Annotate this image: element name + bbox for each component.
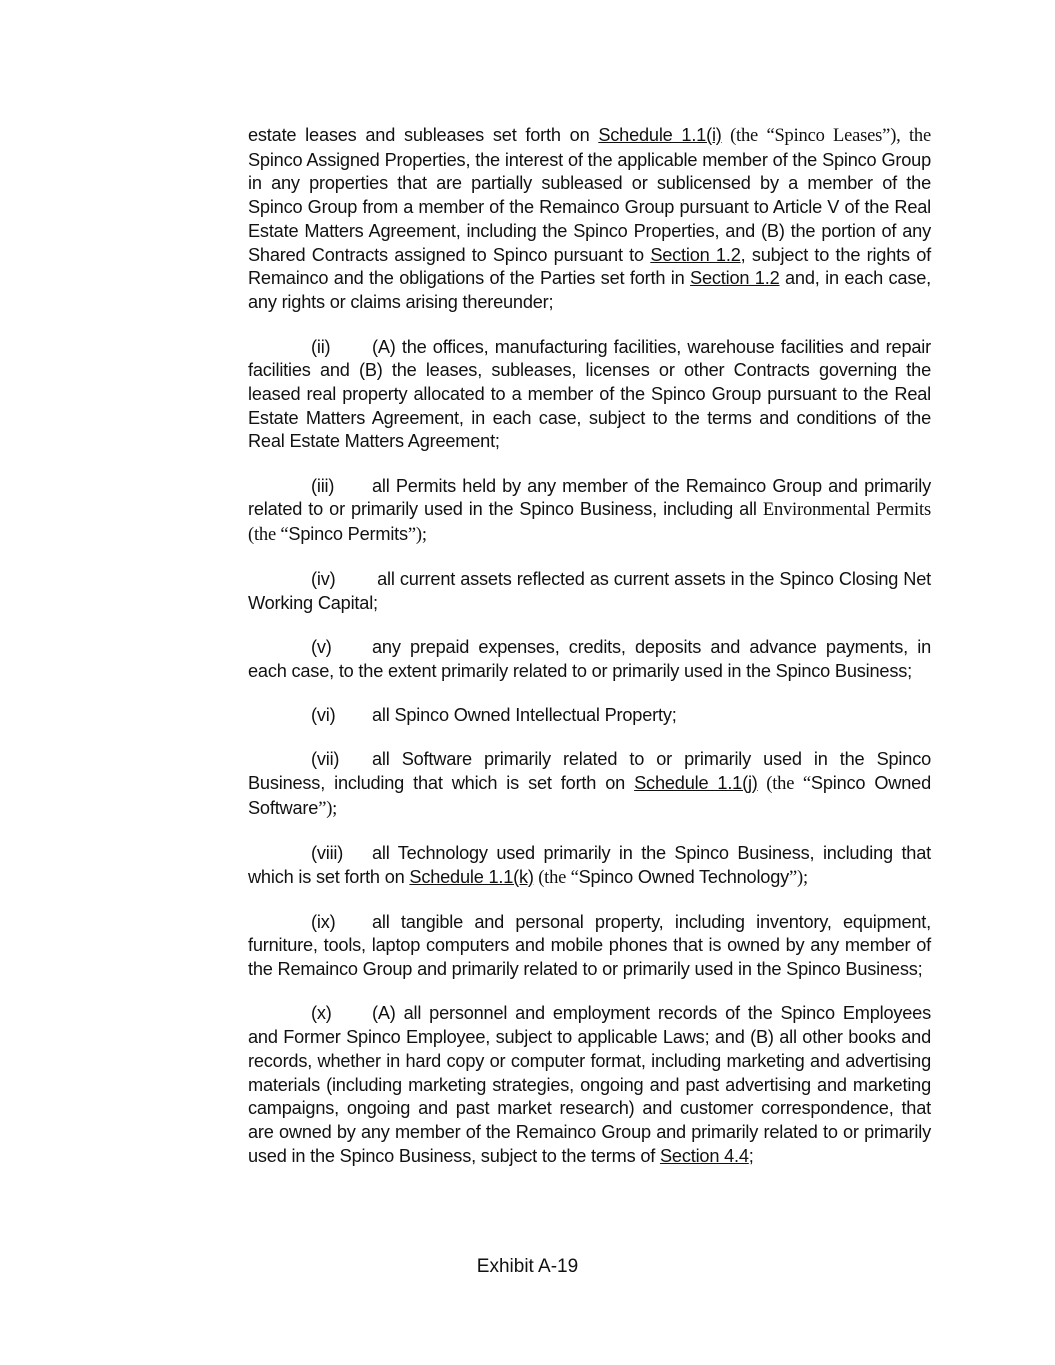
defined-term: Spinco Owned Software bbox=[248, 772, 931, 818]
item-number: (iii) bbox=[311, 475, 335, 496]
schedule-reference: Schedule 1.1(j) bbox=[634, 772, 758, 793]
item-text: (A) all personnel and employment records of the Spinco Employees and Former Spinco Employee, subject to applicable Laws; and (B) all other books and records, whether in hard copy or computer format, including marketing and advertising materials (including marketing strategies, ongoing and past advertising and marketing campaigns, ongoing and past market research) and customer correspondence, that are owned by any member of the Remainco Group and primarily related to or primarily used in the Spinco Business, subject to the terms of bbox=[248, 1003, 931, 1166]
item-text: ”); bbox=[407, 525, 427, 546]
item-number: (ix) bbox=[311, 911, 336, 932]
defined-term: Spinco Permits bbox=[288, 524, 408, 545]
item-text: (the “ bbox=[757, 773, 811, 794]
page-footer: Exhibit A-19 bbox=[476, 1256, 579, 1277]
item-text: ; bbox=[748, 1145, 754, 1166]
list-item-iii bbox=[248, 475, 931, 548]
defined-term: Spinco Owned Technology bbox=[578, 866, 790, 887]
text: , subject to the rights of Remainco and the obligations of the Parties set forth in bbox=[248, 244, 931, 289]
list-item-viii bbox=[248, 842, 931, 890]
schedule-reference: Schedule 1.1(k) bbox=[409, 866, 534, 887]
item-text: (A) the offices, manufacturing facilities, warehouse facilities and repair facilities and (B) the leases, subleases, licenses or other Contracts governing the leased real property allocated to a member of the Spinco Group pursuant to the Real Estate Matters Agreement, in each case, subject to the terms and conditions of the Real Estate Matters Agreement; bbox=[248, 336, 931, 452]
text: and, in each case, any rights or claims arising thereunder; bbox=[248, 268, 931, 312]
item-number: (v) bbox=[311, 637, 332, 658]
item-text: all tangible and personal property, including inventory, equipment, furniture, tools, laptop computers and mobile phones that is owned by any member of the Remainco Group and primarily related to or primarily used in the Spinco Business; bbox=[248, 911, 931, 980]
list-item-iv bbox=[248, 568, 931, 615]
item-number: (viii) bbox=[311, 842, 344, 863]
list-item-x bbox=[248, 1002, 931, 1168]
list-item-ix bbox=[248, 911, 931, 982]
item-number: (vi) bbox=[311, 705, 336, 726]
text: (the “Spinco Leases”), the bbox=[721, 126, 931, 146]
list-item-ii bbox=[248, 336, 931, 455]
item-number: (iv) bbox=[311, 569, 336, 590]
item-text: any prepaid expenses, credits, deposits and advance payments, in each case, to the extent primarily related to or primarily used in the Spinco Business; bbox=[248, 637, 931, 681]
item-text: ”); bbox=[789, 867, 808, 888]
item-text: all Technology used primarily in the Spinco Business, including that which is set forth on bbox=[248, 842, 931, 887]
item-text: all Spinco Owned Intellectual Property; bbox=[372, 705, 677, 726]
schedule-reference: Schedule 1.1(i) bbox=[598, 125, 722, 145]
section-reference: Section 1.2 bbox=[690, 268, 780, 289]
section-reference: Section 1.2 bbox=[650, 244, 741, 265]
list-item-vi bbox=[248, 704, 931, 728]
item-text: (the “ bbox=[533, 867, 579, 888]
text: Spinco Assigned Properties, the interest of the applicable member of the Spinco Group in any properties that are partially subleased or sublicensed by a member of the Spinco Group from a member of the Remainco Group pursuant to Article V of the Real Estate Matters Agreement, including the Spinco Properties, and (B) the portion of any Shared Contracts assigned to Spinco pursuant to bbox=[248, 149, 931, 265]
text: estate leases and subleases set forth on bbox=[248, 125, 599, 145]
item-text: all Permits held by any member of the Remainco Group and primarily related to or primarily used in the Spinco Business, including all bbox=[248, 475, 931, 520]
item-number: (vii) bbox=[311, 749, 340, 770]
item-text: Environmental Permits (the “ bbox=[248, 500, 932, 546]
list-item-v bbox=[248, 636, 931, 683]
document-body bbox=[248, 124, 931, 1189]
paragraph-continuation bbox=[248, 124, 931, 315]
item-number: (x) bbox=[311, 1003, 332, 1024]
section-reference: Section 4.4 bbox=[659, 1145, 749, 1166]
list-item-vii bbox=[248, 748, 931, 821]
item-text: all Software primarily related to or primarily used in the Spinco Business, including that which is set forth on bbox=[248, 749, 931, 793]
item-text: ”); bbox=[318, 798, 338, 819]
item-number: (ii) bbox=[311, 336, 331, 357]
item-text: all current assets reflected as current assets in the Spinco Closing Net Working Capital; bbox=[248, 569, 931, 613]
